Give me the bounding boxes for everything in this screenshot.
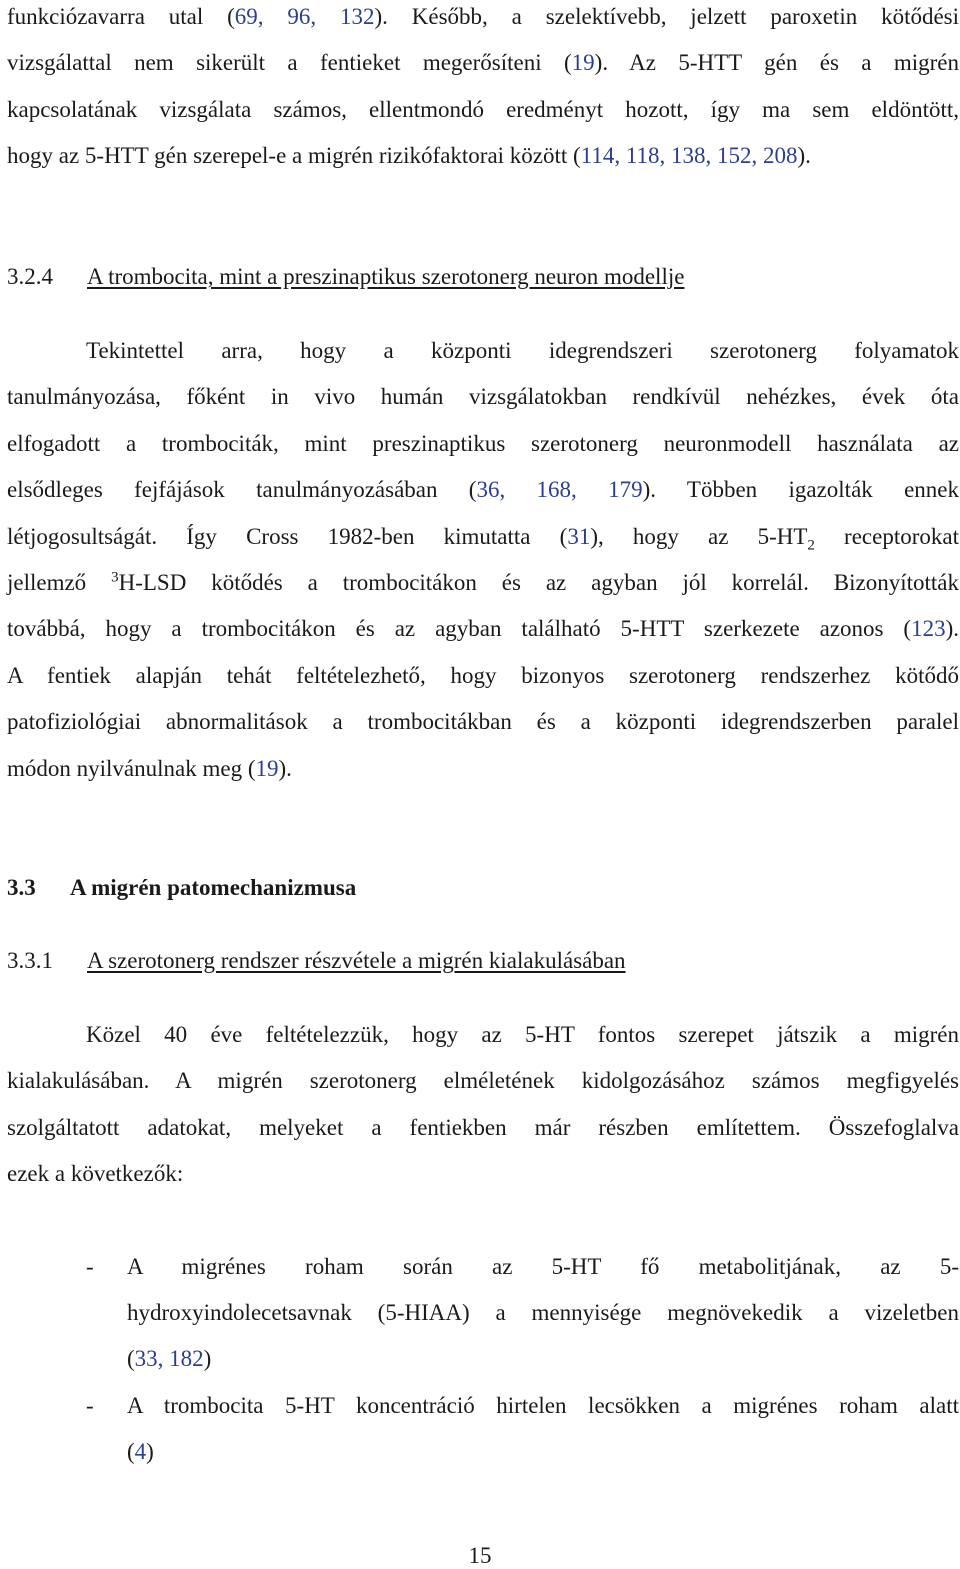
section-heading-3-3-1 — [7, 948, 959, 974]
bullet1-line-1: A migrénes roham során az 5-HT fő metabolitjának, az 5- — [127, 1254, 959, 1279]
citation-link[interactable]: 123 — [911, 616, 946, 641]
para2-line-6: jellemző $^3$H-LSD kötődés a trombocitákon és az agyban jól korrelál. Bizonyították — [7, 569, 959, 595]
para2-line-1: Tekintettel arra, hogy a központi idegrendszeri szerotonerg folyamatok — [86, 338, 959, 363]
citation-link[interactable]: 69, 96, 132 — [234, 4, 375, 29]
para2-line-2: tanulmányozása, főként in vivo humán vizsgálatokban rendkívül nehézkes, évek óta — [7, 384, 959, 409]
citation-link[interactable]: 4 — [134, 1439, 147, 1464]
para1-line-2: vizsgálattal nem sikerült a fentieket megerősíteni (19). Az 5-HTT gén és a migrén — [7, 50, 959, 75]
bullet2-line-2: (4) — [127, 1439, 154, 1464]
para2-line-8: A fentiek alapján tehát feltételezhető, hogy bizonyos szerotonerg rendszerhez kötődő — [7, 663, 959, 688]
section-heading-3-3 — [7, 875, 959, 901]
bullet2-line-1: A trombocita 5-HT koncentráció hirtelen lecsökken a migrénes roham alatt — [127, 1393, 959, 1418]
para3-line-1: Közel 40 éve feltételezzük, hogy az 5-HT fontos szerepet játszik a migrén — [86, 1022, 959, 1047]
para3-line-3: szolgáltatott adatokat, melyeket a fentiekben már részben említettem. Összefoglalva — [7, 1115, 959, 1140]
para2-line-3: elfogadott a trombociták, mint preszinaptikus szerotonerg neuronmodell használata az — [7, 431, 959, 456]
citation-link[interactable]: 33, 182 — [134, 1346, 204, 1371]
list-dash: - — [86, 1393, 94, 1418]
list-dash: - — [86, 1254, 94, 1279]
para3-line-4: ezek a következők: — [7, 1161, 184, 1186]
para2-line-5: létjogosultságát. Így Cross 1982-ben kimutatta (31), hogy az $5-HT_2$ receptorokat — [7, 524, 959, 554]
citation-link[interactable]: 114, 118, 138, 152, 208 — [580, 143, 798, 168]
para1-line-1: funkciózavarra utal (69, 96, 132). Később, a szelektívebb, jelzett paroxetin kötődési — [7, 4, 960, 29]
citation-link[interactable]: 19 — [255, 756, 279, 781]
section-heading-3-2-4 — [7, 264, 959, 290]
para2-line-7: továbbá, hogy a trombocitákon és az agyban található 5-HTT szerkezete azonos (123). — [7, 616, 959, 641]
page-number: 15 — [468, 1543, 492, 1568]
para1-line-3: kapcsolatának vizsgálata számos, ellentmondó eredményt hozott, így ma sem eldöntött, — [7, 97, 959, 122]
section-number: 3.3 — [7, 875, 36, 900]
bullet1-line-2: hydroxyindolecetsavnak (5-HIAA) a mennyisége megnövekedik a vizeletben — [127, 1300, 959, 1325]
para3-line-2: kialakulásában. A migrén szerotonerg elméletének kidolgozásához számos megfigyelés — [7, 1068, 959, 1093]
para2-line-4: elsődleges fejfájások tanulmányozásában (36, 168, 179). Többen igazolták ennek — [7, 477, 960, 502]
citation-link[interactable]: 36, 168, 179 — [476, 477, 643, 502]
section-title: A migrén patomechanizmusa — [70, 875, 357, 900]
para1-line-4: hogy az 5-HTT gén szerepel-e a migrén rizikófaktorai között (114, 118, 138, 152, 208). — [7, 143, 811, 168]
section-title: A trombocita, mint a preszinaptikus szerotonerg neuron modellje — [87, 264, 685, 289]
section-title: A szerotonerg rendszer részvétele a migrén kialakulásában — [87, 948, 626, 973]
para2-line-9: patofiziológiai abnormalitások a trombocitákban és a központi idegrendszerben paralel — [7, 709, 959, 734]
subscript: 2 — [807, 537, 815, 554]
citation-link[interactable]: 31 — [567, 524, 591, 549]
section-number: 3.3.1 — [7, 948, 53, 973]
bullet1-line-3: (33, 182) — [127, 1346, 212, 1371]
para2-line-10: módon nyilvánulnak meg (19). — [7, 756, 292, 781]
superscript: 3 — [111, 569, 119, 586]
citation-link[interactable]: 19 — [571, 50, 595, 75]
section-number: 3.2.4 — [7, 264, 53, 289]
